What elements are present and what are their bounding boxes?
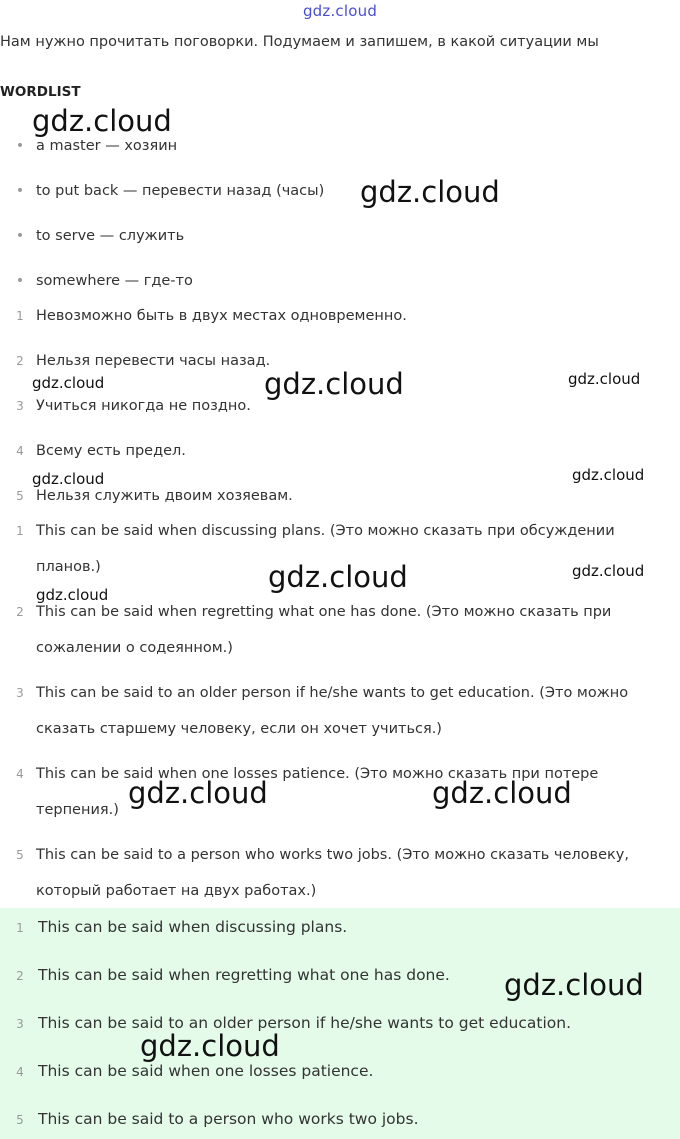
explanation-text: This can be said when one losses patience. (Это можно сказать при потере терпения.)	[36, 766, 599, 818]
item-number: 1	[16, 524, 24, 538]
item-number: 2	[16, 969, 24, 983]
answer-text: This can be said to an older person if he/she wants to get education.	[38, 1014, 571, 1032]
bullet-icon: •	[15, 273, 25, 289]
explanation-text: This can be said to an older person if he/she wants to get education. (Это можно сказать старшему человеку, если он хочет учиться.)	[36, 685, 629, 737]
watermark: gdz.cloud	[360, 175, 500, 209]
proverb-text: Нельзя перевести часы назад.	[36, 353, 271, 369]
answer-text: This can be said when regretting what one has done.	[38, 966, 450, 984]
item-number: 3	[16, 399, 24, 413]
wordlist-item-text: to put back — перевести назад (часы)	[36, 183, 325, 199]
proverb-text: Нельзя служить двоим хозяевам.	[36, 488, 293, 504]
item-number: 5	[16, 1113, 24, 1127]
explanation-text: This can be said to a person who works two jobs. (Это можно сказать человеку, который работает на двух работах.)	[36, 847, 629, 899]
watermark: gdz.cloud	[128, 776, 268, 810]
bullet-icon: •	[15, 138, 25, 154]
answer-text: This can be said to a person who works two jobs.	[38, 1110, 419, 1128]
item-number: 2	[16, 354, 24, 368]
watermark: gdz.cloud	[504, 968, 644, 1002]
answer-box	[0, 908, 680, 1139]
watermark: gdz.cloud	[32, 374, 105, 392]
wordlist-item-text: somewhere — где-то	[36, 273, 193, 289]
item-number: 4	[16, 1065, 24, 1079]
watermark: gdz.cloud	[264, 367, 404, 401]
bullet-icon: •	[15, 228, 25, 244]
top-watermark: gdz.cloud	[302, 2, 378, 20]
wordlist-item-text: a master — хозяин	[36, 138, 178, 154]
item-number: 1	[16, 309, 24, 323]
item-number: 4	[16, 767, 24, 781]
wordlist-title: WORDLIST	[0, 84, 81, 100]
explanation-text: This can be said when regretting what one has done. (Это можно сказать при сожалении о содеянном.)	[36, 604, 612, 656]
watermark: gdz.cloud	[268, 560, 408, 594]
intro-text: Нам нужно прочитать поговорки. Подумаем и запишем, в какой ситуации мы	[0, 34, 599, 50]
watermark: gdz.cloud	[140, 1029, 280, 1063]
watermark: gdz.cloud	[568, 370, 641, 388]
item-number: 5	[16, 848, 24, 862]
watermark: gdz.cloud	[32, 104, 172, 138]
wordlist-item-text: to serve — служить	[36, 228, 185, 244]
proverb-text: Невозможно быть в двух местах одновременно.	[36, 308, 407, 324]
watermark: gdz.cloud	[572, 466, 645, 484]
watermark: gdz.cloud	[432, 776, 572, 810]
proverb-text: Учиться никогда не поздно.	[36, 398, 251, 414]
bullet-icon: •	[15, 183, 25, 199]
watermark: gdz.cloud	[32, 470, 105, 488]
item-number: 5	[16, 489, 24, 503]
answer-text: This can be said when discussing plans.	[38, 918, 348, 936]
item-number: 2	[16, 605, 24, 619]
item-number: 1	[16, 921, 24, 935]
answer-text: This can be said when one losses patience.	[38, 1062, 374, 1080]
item-number: 3	[16, 1017, 24, 1031]
item-number: 3	[16, 686, 24, 700]
watermark: gdz.cloud	[572, 562, 645, 580]
explanation-text: This can be said when discussing plans. (Это можно сказать при обсуждении планов.)	[36, 523, 615, 575]
proverb-text: Всему есть предел.	[36, 443, 186, 459]
watermark: gdz.cloud	[36, 586, 109, 604]
item-number: 4	[16, 444, 24, 458]
